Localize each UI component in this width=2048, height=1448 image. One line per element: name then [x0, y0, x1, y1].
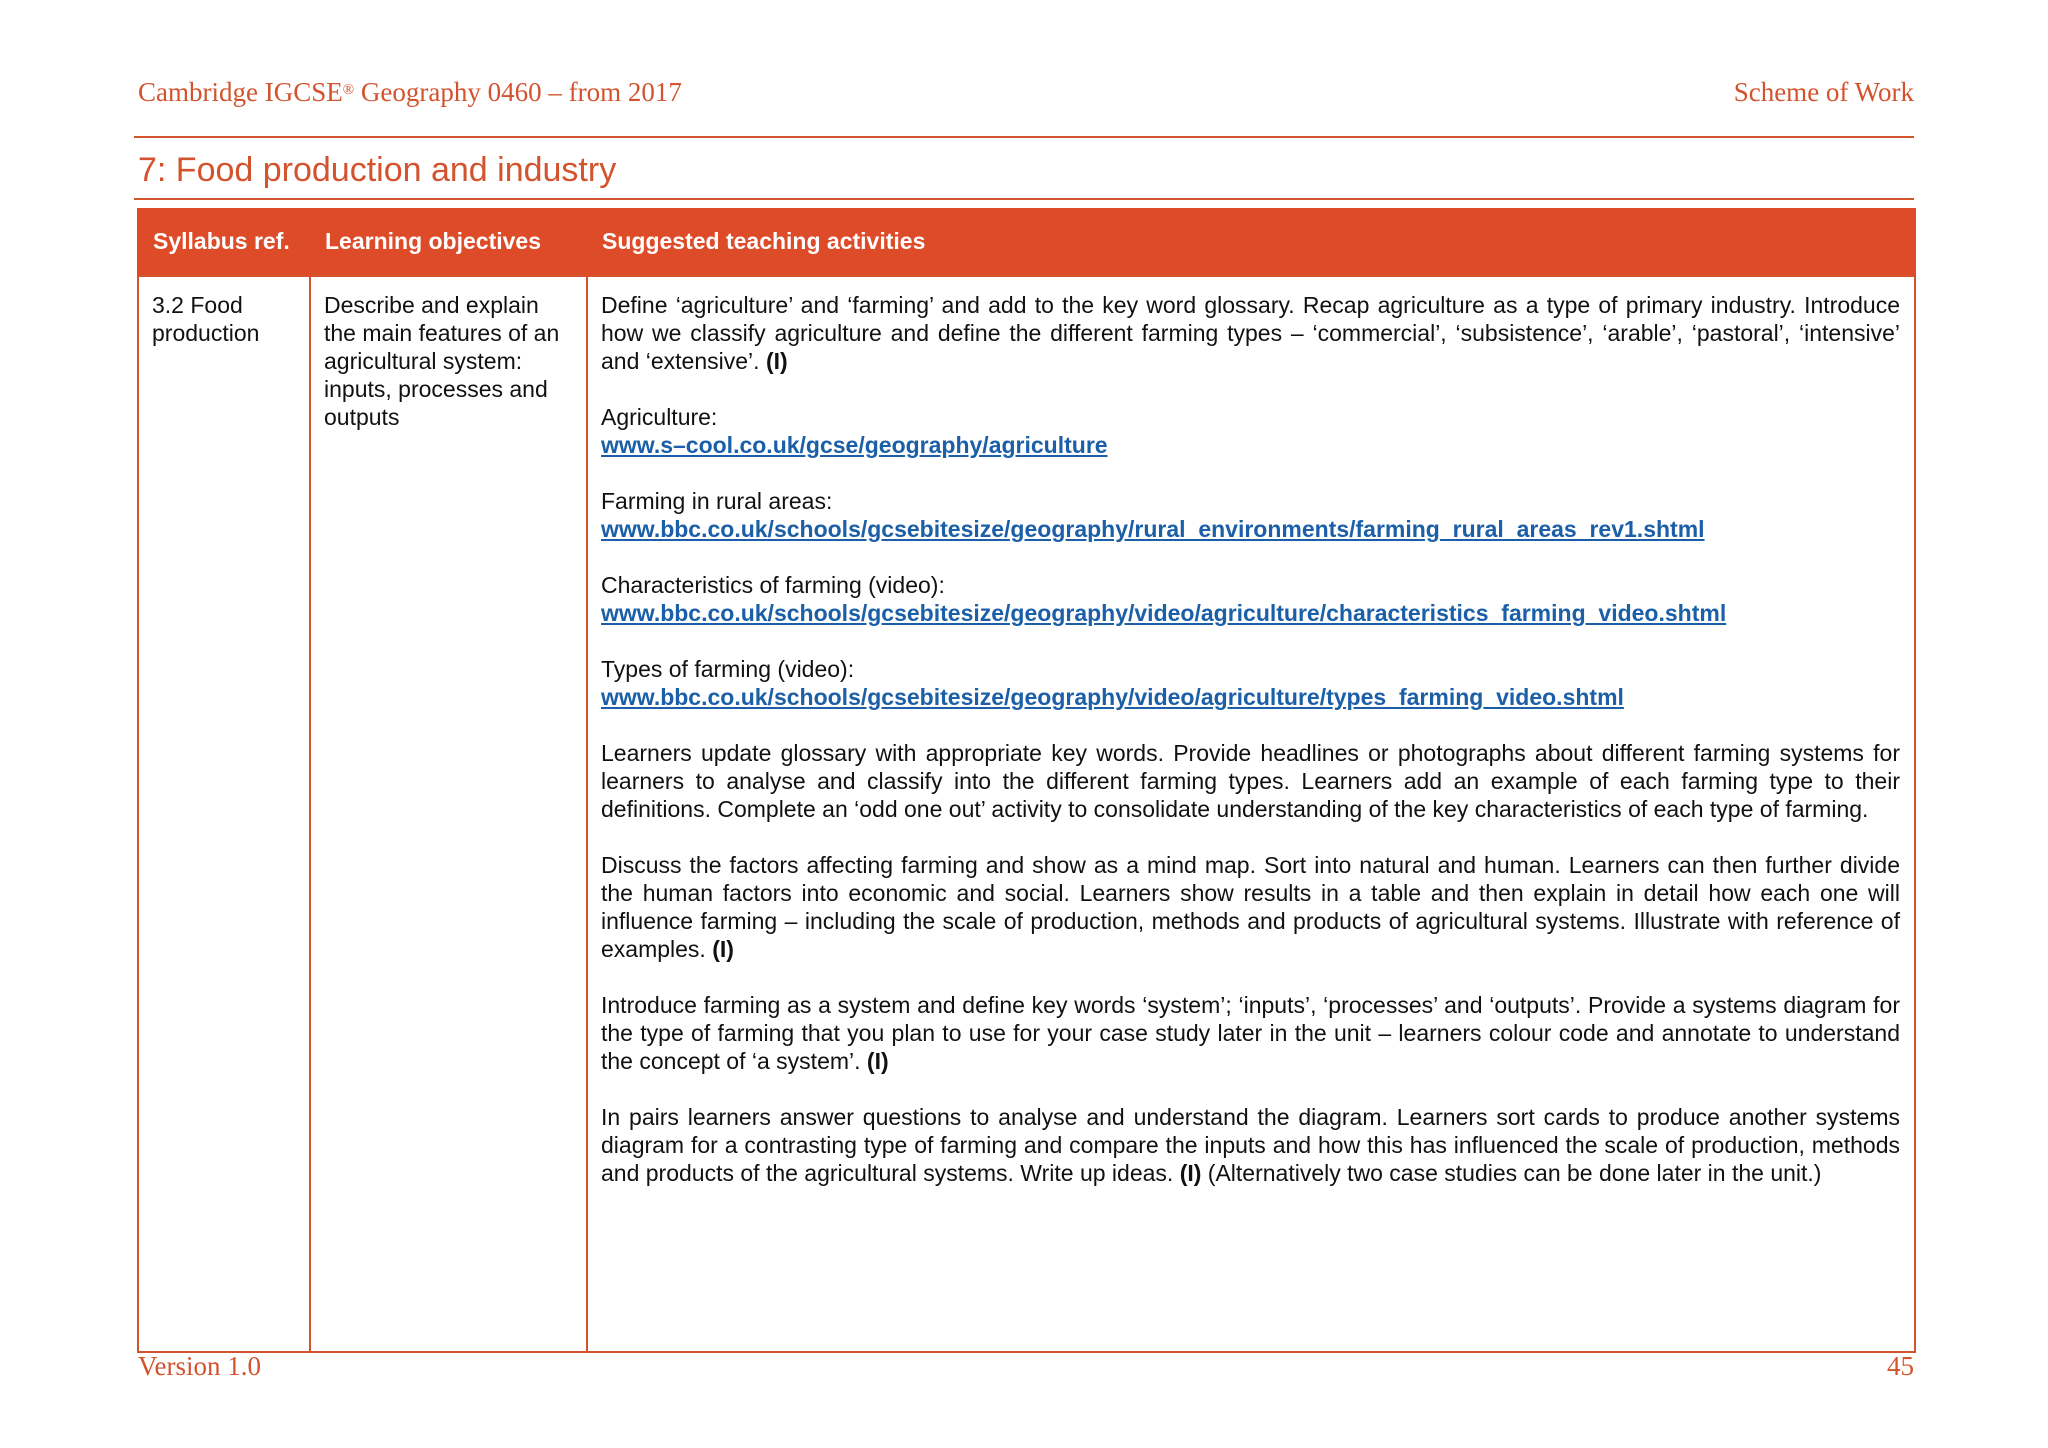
table-row — [138, 276, 1915, 1352]
activity-text: Define ‘agriculture’ and ‘farming’ and add to the key word glossary. Recap agriculture as a type of primary industry. Introduce how we classify agriculture and define the different farming types – ‘commercial’, ‘subsistence’, ‘arable’, ‘pastoral’, ‘intensive’ and ‘extensive’. — [601, 292, 1900, 374]
teaching-activities-cell — [587, 276, 1915, 1352]
column-header-syllabus-ref: Syllabus ref. — [138, 208, 310, 276]
activity-text: (Alternatively two case studies can be done later in the unit.) — [1201, 1160, 1822, 1186]
resource-label: Characteristics of farming (video): — [601, 572, 945, 598]
learning-objectives-cell: Describe and explain the main features of an agricultural system: inputs, processes and outputs — [310, 276, 587, 1352]
resource-link[interactable]: www.bbc.co.uk/schools/gcsebitesize/geography/video/agriculture/types_farming_video.shtml — [601, 684, 1624, 710]
footer-page-number: 45 — [1887, 1351, 1914, 1381]
activity-text: Introduce farming as a system and define key words ‘system’; ‘inputs’, ‘processes’ and ‘outputs’. Provide a systems diagram for the type of farming that you plan to use for your case study later in the unit – learners colour code and annotate to understand the concept of ‘a system’. — [601, 992, 1900, 1074]
resource-agriculture — [601, 403, 1900, 459]
resource-farming-rural-areas — [601, 487, 1900, 543]
syllabus-ref-cell: 3.2 Food production — [138, 276, 310, 1352]
activity-text: Discuss the factors affecting farming and show as a mind map. Sort into natural and human. Learners can then further divide the human factors into economic and social. Learners show results in a table and then explain in detail how each one will influence farming – including the scale of production, methods and products of agricultural systems. Illustrate with reference of examples. — [601, 852, 1900, 962]
independent-marker: (I) — [866, 1048, 889, 1074]
column-header-teaching-activities: Suggested teaching activities — [587, 208, 1915, 276]
resource-label: Agriculture: — [601, 404, 718, 430]
column-header-learning-objectives: Learning objectives — [310, 208, 587, 276]
document-header-title — [138, 76, 682, 108]
footer-version: Version 1.0 — [138, 1351, 261, 1381]
resource-types-video — [601, 655, 1900, 711]
section-divider — [134, 198, 1914, 200]
table-header-row — [138, 208, 1915, 276]
resource-link[interactable]: www.bbc.co.uk/schools/gcsebitesize/geography/rural_environments/farming_rural_areas_rev1.shtml — [601, 516, 1705, 542]
header-title-text: Cambridge IGCSE — [138, 77, 343, 107]
activity-paragraph-1 — [601, 291, 1900, 375]
activity-paragraph-2: Learners update glossary with appropriate key words. Provide headlines or photographs about different farming systems for learners to analyse and classify into the different farming types. Learners add an example of each farming type to their definitions. Complete an ‘odd one out’ activity to consolidate understanding of the key characteristics of each type of farming. — [601, 740, 1900, 822]
activity-paragraph-4 — [601, 991, 1900, 1075]
registered-mark: ® — [342, 82, 355, 98]
resource-label: Types of farming (video): — [601, 656, 855, 682]
activity-paragraph-3 — [601, 851, 1900, 963]
independent-marker: (I) — [765, 348, 788, 374]
activity-text: In pairs learners answer questions to analyse and understand the diagram. Learners sort cards to produce another systems diagram for a contrasting type of farming and compare the inputs and how this has influenced the scale of production, methods and products of the agricultural systems. Write up ideas. — [601, 1104, 1900, 1186]
document-header-doc-type: Scheme of Work — [1733, 77, 1914, 107]
resource-characteristics-video — [601, 571, 1900, 627]
resource-link[interactable]: www.s–cool.co.uk/gcse/geography/agriculture — [601, 432, 1108, 458]
header-title-rest: Geography 0460 – from 2017 — [354, 77, 682, 107]
activity-paragraph-5 — [601, 1103, 1900, 1187]
resource-label: Farming in rural areas: — [601, 488, 833, 514]
header-divider — [134, 136, 1914, 138]
independent-marker: (I) — [712, 936, 734, 962]
independent-marker: (I) — [1179, 1160, 1202, 1186]
scheme-of-work-table — [137, 208, 1916, 1353]
section-title: 7: Food production and industry — [138, 151, 617, 189]
resource-link[interactable]: www.bbc.co.uk/schools/gcsebitesize/geography/video/agriculture/characteristics_farming_video.shtml — [601, 600, 1727, 626]
